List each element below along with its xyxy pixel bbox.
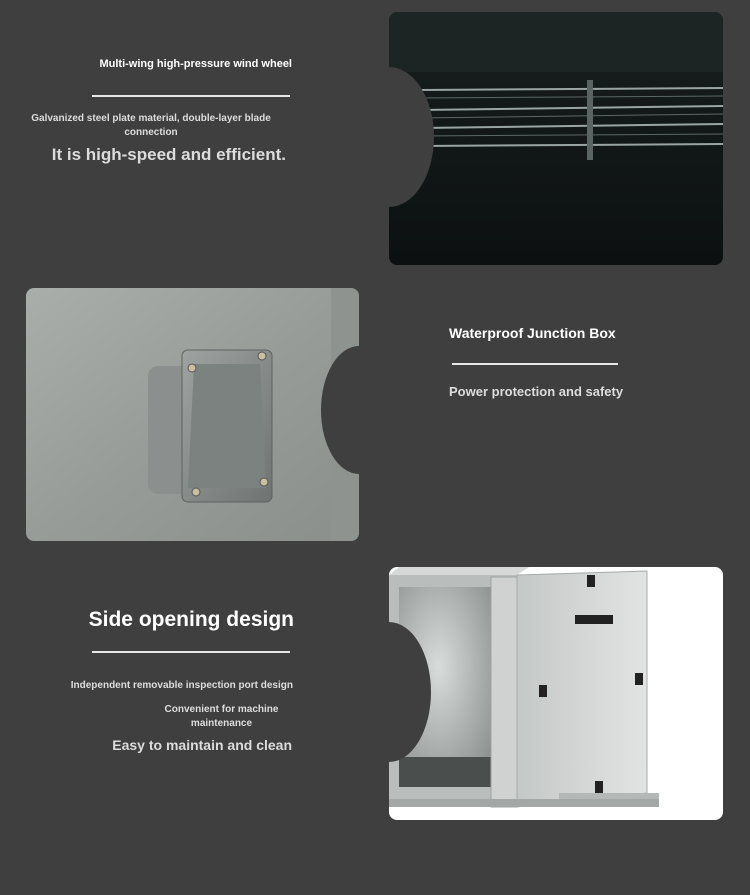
wind-wheel-title: Multi-wing high-pressure wind wheel [99, 58, 292, 70]
wind-wheel-photo [389, 12, 723, 265]
side-opening-maintenance: Convenient for machine maintenance [164, 704, 279, 729]
junction-box-subtitle: Power protection and safety [449, 384, 624, 399]
side-opening-divider [92, 651, 290, 653]
wind-wheel-tagline: It is high-speed and efficient. [51, 145, 286, 164]
side-opening-photo [389, 567, 723, 820]
junction-box-title: Waterproof Junction Box [449, 325, 616, 341]
side-opening-tagline: Easy to maintain and clean [112, 737, 292, 753]
wind-wheel-divider [92, 95, 290, 97]
side-opening-title: Side opening design [88, 608, 294, 631]
junction-box-photo [26, 288, 359, 541]
junction-box-divider [452, 363, 618, 365]
wind-wheel-description: Galvanized steel plate material, double-layer blade connection [31, 113, 271, 138]
side-opening-description: Independent removable inspection port design [70, 680, 293, 691]
